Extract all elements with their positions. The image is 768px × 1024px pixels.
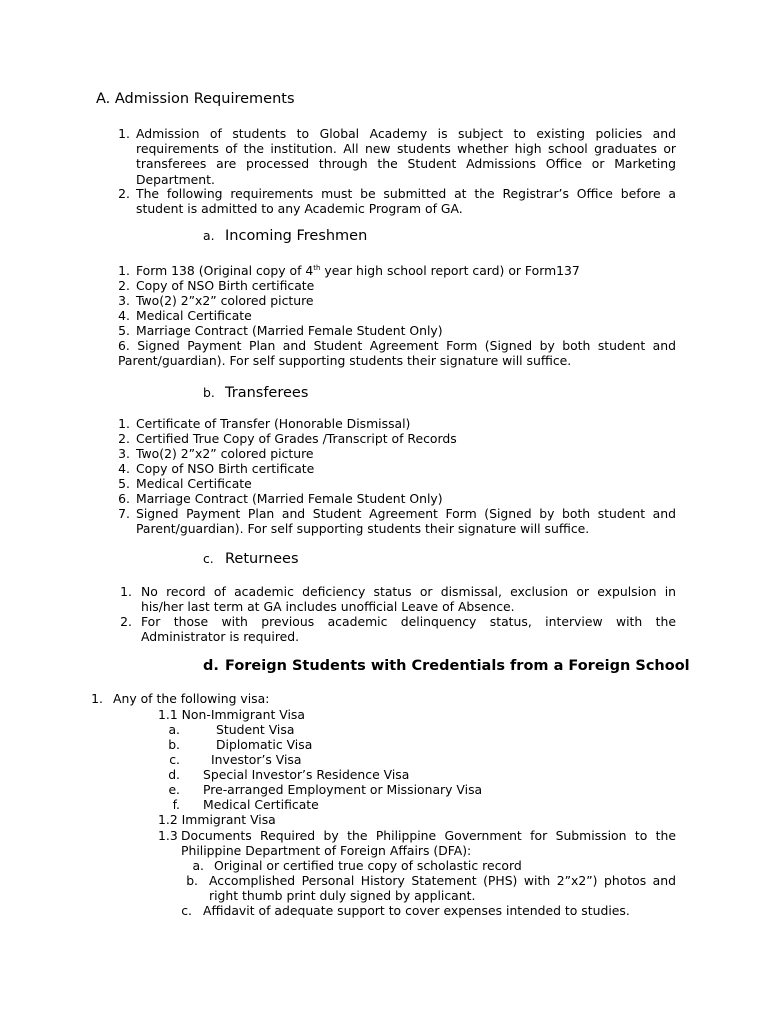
list-item: Any of the following visa: [113, 691, 270, 706]
list-item: Accomplished Personal History Statement (PHS) with 2”x2”) photos and right thumb print duly signed by applicant. [209, 873, 676, 904]
list-item: Diplomatic Visa [216, 737, 313, 752]
intro-item-text: Admission of students to Global Academy is subject to existing policies and requirements of the institution. All new students whether high school graduates or transferees are processed through the Student Admissions Office or Marketing Department. [136, 126, 676, 187]
list-item: No record of academic deficiency status or dismissal, exclusion or expulsion in his/her last term at GA includes unofficial Leave of Absence. [141, 584, 676, 615]
list-subheading: Documents Required by the Philippine Government for Submission to the Philippine Department of Foreign Affairs (DFA): [181, 828, 676, 859]
intro-item-number: 1. [118, 126, 130, 141]
list-item: Affidavit of adequate support to cover expenses intended to studies. [203, 903, 630, 918]
list-number: 5. [118, 476, 130, 491]
list-subheading: 1.1 Non-Immigrant Visa [158, 707, 305, 722]
list-item: Pre-arranged Employment or Missionary Visa [203, 782, 483, 797]
list-number: b. [168, 737, 180, 752]
list-item: Certified True Copy of Grades /Transcript of Records [136, 431, 457, 446]
list-number: 6. [118, 491, 130, 506]
list-number: 4. [118, 461, 130, 476]
subheading-incoming-freshmen: a. Incoming Freshmen [203, 228, 368, 244]
intro-item-text: The following requirements must be submitted at the Registrar’s Office before a student is admitted to any Academic Program of GA. [136, 186, 676, 217]
list-number: 1. [120, 584, 132, 599]
list-item: 6. Signed Payment Plan and Student Agreement Form (Signed by both student and Parent/guardian). For self supporting students their signature will suffice. [118, 338, 676, 369]
list-item: Two(2) 2”x2” colored picture [136, 293, 314, 308]
list-item: Investor’s Visa [211, 752, 302, 767]
list-number: 1. [91, 691, 103, 706]
list-number: c. [169, 752, 180, 767]
list-number: 1.3 [158, 828, 178, 843]
list-item: Medical Certificate [203, 797, 319, 812]
list-number: b. [186, 873, 198, 888]
list-number: 3. [118, 293, 130, 308]
list-item: Signed Payment Plan and Student Agreement Form (Signed by both student and Parent/guardian). For self supporting students their signature will suffice. [136, 506, 676, 537]
list-number: 2. [118, 431, 130, 446]
subheading-foreign-students: d. Foreign Students with Credentials from a Foreign School [203, 658, 690, 674]
subheading-transferees: b. Transferees [203, 385, 309, 401]
list-item: Two(2) 2”x2” colored picture [136, 446, 314, 461]
list-item: Form 138 (Original copy of 4th year high school report card) or Form137 [136, 263, 580, 278]
list-item: Medical Certificate [136, 476, 252, 491]
list-number: 1. [118, 416, 130, 431]
list-number: a. [192, 858, 204, 873]
list-number: 2. [120, 614, 132, 629]
list-number: 3. [118, 446, 130, 461]
list-number: d. [168, 767, 180, 782]
list-item: Marriage Contract (Married Female Student Only) [136, 491, 443, 506]
list-number: 5. [118, 323, 130, 338]
list-number: 1. [118, 263, 130, 278]
list-item: Marriage Contract (Married Female Student Only) [136, 323, 443, 338]
list-subheading: 1.2 Immigrant Visa [158, 812, 276, 827]
list-number: 4. [118, 308, 130, 323]
list-number: 2. [118, 278, 130, 293]
list-number: c. [181, 903, 192, 918]
list-item: Original or certified true copy of scholastic record [214, 858, 522, 873]
list-item: Special Investor’s Residence Visa [203, 767, 410, 782]
list-item: Student Visa [216, 722, 295, 737]
subheading-returnees: c. Returnees [203, 551, 299, 567]
intro-item-number: 2. [118, 186, 130, 201]
list-item: Copy of NSO Birth certificate [136, 461, 315, 476]
list-item: Certificate of Transfer (Honorable Dismissal) [136, 416, 411, 431]
list-item: Medical Certificate [136, 308, 252, 323]
list-number: a. [168, 722, 180, 737]
list-item: For those with previous academic delinquency status, interview with the Administrator is required. [141, 614, 676, 645]
section-heading-admission: A. Admission Requirements [96, 91, 295, 107]
list-number: 7. [118, 506, 130, 521]
list-number: e. [168, 782, 180, 797]
list-item: Copy of NSO Birth certificate [136, 278, 315, 293]
list-number: f. [172, 797, 180, 812]
